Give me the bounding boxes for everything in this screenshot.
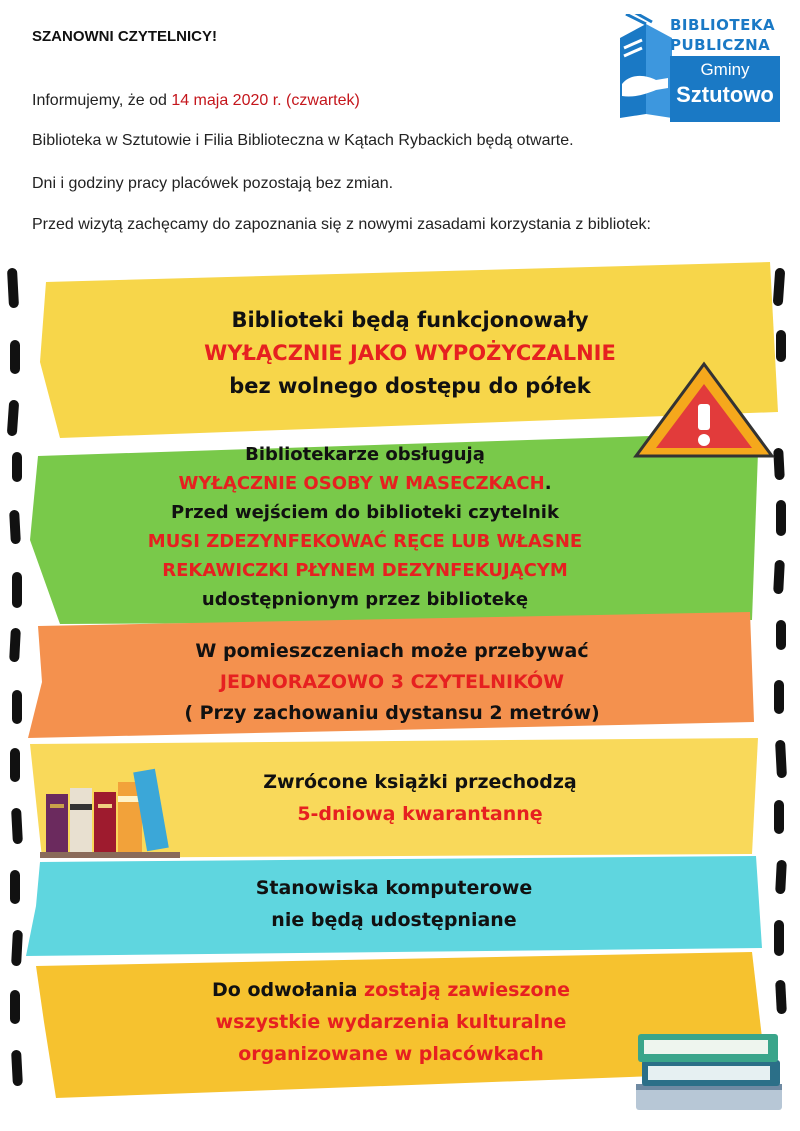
rule-1-line-2: WYŁĄCZNIE JAKO WYPOŻYCZALNIE xyxy=(204,341,616,365)
rule-2-line-1: Bibliotekarze obsługują xyxy=(245,444,485,465)
rule-band-3 xyxy=(28,612,756,738)
logo-title-line1: BIBLIOTEKA xyxy=(670,16,776,34)
rule-1-line-3: bez wolnego dostępu do półek xyxy=(229,374,591,398)
intro-line-3: Dni i godziny pracy placówek pozostają bez zmian. xyxy=(32,175,394,192)
rule-1-line-1: Biblioteki będą funkcjonowały xyxy=(231,308,589,332)
rule-2-line-6: udostępnionym przez bibliotekę xyxy=(201,589,529,610)
intro-line-1 xyxy=(32,92,360,110)
rule-2-line-2: WYŁĄCZNIE OSOBY W MASECZKACH xyxy=(178,473,545,494)
intro-line-2: Biblioteka w Sztutowie i Filia Biblioteczna w Kątach Rybackich będą otwarte. xyxy=(32,132,574,149)
warning-triangle-icon xyxy=(632,360,776,460)
rule-6-line-2: wszystkie wydarzenia kulturalne xyxy=(215,1011,567,1033)
rule-5-line-2: nie będą udostępniane xyxy=(271,909,517,931)
rule-2-line-5: REKAWICZKI PŁYNEM DEZYNFEKUJĄCYM xyxy=(162,560,568,581)
intro-date: 14 maja 2020 r. (czwartek) xyxy=(171,92,360,109)
logo-title-line2: PUBLICZNA xyxy=(670,36,771,54)
greeting: SZANOWNI CZYTELNICY! xyxy=(32,28,217,45)
rule-2-line-4: MUSI ZDEZYNFEKOWAĆ RĘCE LUB WŁASNE xyxy=(147,531,583,552)
rule-6-line-1-red: zostają zawieszone xyxy=(364,979,570,1001)
rule-3-line-1: W pomieszczeniach może przebywać xyxy=(195,640,589,662)
logo-sztutowo: Sztutowo xyxy=(676,82,774,107)
logo-gminy: Gminy xyxy=(700,60,750,79)
library-logo xyxy=(616,10,786,120)
rule-6-line-1-prefix: Do odwołania xyxy=(212,979,365,1001)
open-book-hand-icon xyxy=(616,14,676,122)
rule-3-line-3: ( Przy zachowaniu dystansu 2 metrów) xyxy=(184,702,600,724)
books-on-shelf-icon xyxy=(40,764,180,860)
rule-4-line-2: 5-dniową kwarantannę xyxy=(297,803,543,825)
rule-2-line-3: Przed wejściem do biblioteki czytelnik xyxy=(171,502,559,523)
intro-line-1-prefix: Informujemy, że od xyxy=(32,92,172,109)
intro-line-4: Przed wizytą zachęcamy do zapoznania się z nowymi zasadami korzystania z bibliotek: xyxy=(32,216,651,233)
rule-4-line-1: Zwrócone książki przechodzą xyxy=(263,771,577,793)
rule-5-line-1: Stanowiska komputerowe xyxy=(255,877,533,899)
rule-3-line-2: JEDNORAZOWO 3 CZYTELNIKÓW xyxy=(219,671,565,693)
book-stack-icon xyxy=(628,1018,788,1118)
rule-6-line-3: organizowane w placówkach xyxy=(238,1043,544,1065)
rule-band-5 xyxy=(26,856,762,956)
rule-2-line-2-suffix: . xyxy=(544,473,552,494)
